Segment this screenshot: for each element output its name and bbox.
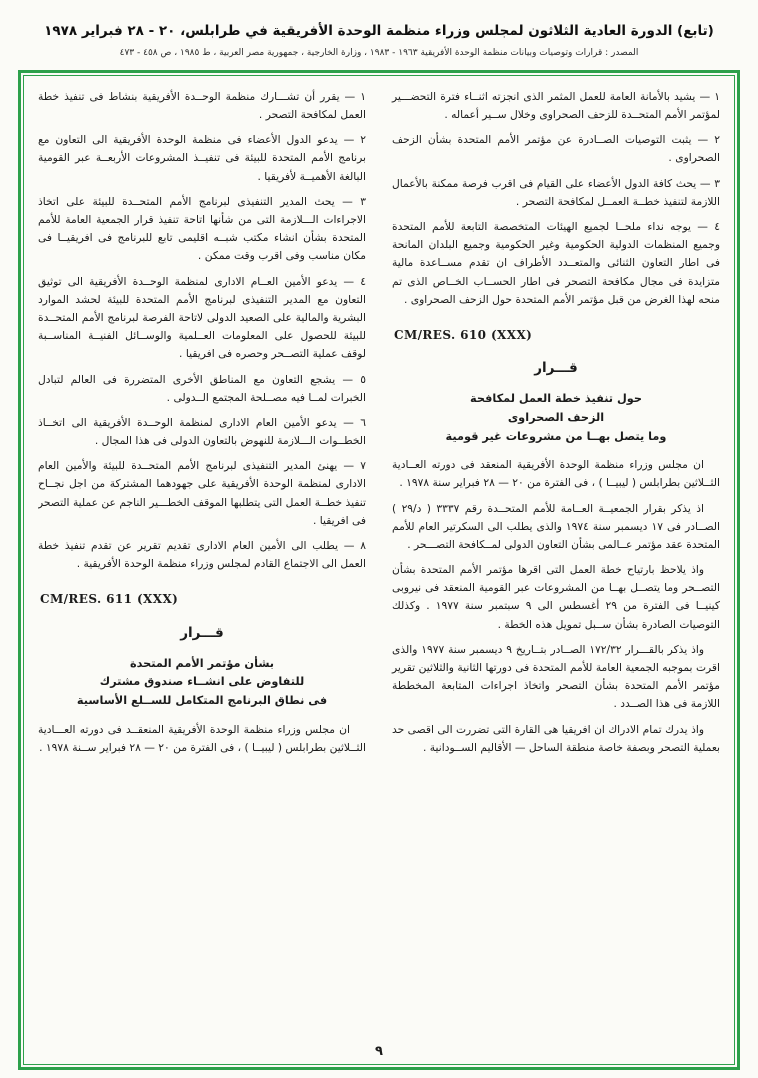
numbered-item: ٢ — يدعو الدول الأعضاء فى منظمة الوحدة الأفريقية الى التعاون مع برنامج الأمم المتحدة للبيئة فى تنفيــذ المشروعات الأربعــة عبر القومية البالغة الأهميــة لأفريقيا . (38, 133, 366, 183)
document-title: (تابع) الدورة العادية الثلاثون لمجلس وزراء منظمة الوحدة الأفريقية في طرابلس، ٢٠ - ٢٨ فبراير ١٩٧٨ (44, 23, 714, 39)
numbered-item: ٣ — يحث المدير التنفيذى لبرنامج الأمم المتحــدة للبيئة على اتخاذ الاجراءات الـــلازمة التى من شأنها اتاحة تنفيذ قرار الجمعية العامة للأمم المتحدة بشأن انشاء مكتب شبــه اقليمى تابع للبرنامج فى افريقيــا فى مكان مناسب وفى اقرب وقت ممكن . (38, 194, 366, 263)
subtitle-line: بشأن مؤتمر الأمم المتحدة (129, 656, 275, 670)
numbered-item: ٤ — يوجه نداء ملحــا لجميع الهيئات المتخصصة التابعة للأمم المتحدة وجميع المنظمات الدولية الحكومية وغير الحكومية وجميع البلدان المانحة فى اطار التعاون الثنائى والمتعــدد الأطراف ان تقدم مســاعدة مالية متزايدة فى مجال مكافحة التصحر فى اطار الحســاب الخــاص الذى تم منحه لهذا الغرض من قبل مؤتمر الأمم المتحدة حول الزحف الصحراوى . (392, 220, 720, 306)
resolution-heading: قـــرار (180, 624, 224, 641)
numbered-item: ٤ — يدعو الأمين العــام الادارى لمنظمة الوحــدة الأفريقية الى توثيق التعاون مع المدير التنفيذى لبرنامج الأمم المتحدة للبيئة لحشد الموارد البشرية والمالية على الصعيد الدولى لاتاحة الفرصة لبرنامج الأمم المتحــدة للبيئة للحصول على المعلومات العــلمية والوســائل الفنيــة المناســبة لوقف عملية التصــحر وحصره فى افريقيا . (38, 274, 366, 361)
subtitle-line: فى نطاق البرنامج المتكامل للســلع الأساسية (76, 693, 328, 707)
numbered-item: ١ — يشيد بالأمانة العامة للعمل المثمر الذى انجزته اثنــاء فترة التحضـــير لمؤتمر الأمم المتحــدة للزحف الصحراوى وخلال ســير أعماله . (392, 89, 720, 122)
resolution-subtitle (38, 655, 366, 711)
numbered-item: ٦ — يدعو الأمين العام الادارى لمنظمة الوحــدة الأفريقية الى اتخــاذ الخطــوات الـــلازمة للنهوض بالتعاون الدولى فى هذا المجال . (38, 415, 366, 448)
green-frame-inner (23, 75, 735, 1065)
source-line: المصدر : قرارات وتوصيات وبيانات منظمة الوحدة الأفريقية ١٩٦٣ - ١٩٨٣ ، وزارة الخارجية ، جمهورية مصر العربية ، ط ١٩٨٥ ، ص ٤٥٨ - ٤٧٣ (119, 47, 639, 58)
page-header (18, 12, 740, 58)
column-right (392, 88, 720, 1042)
numbered-item: ٨ — يطلب الى الأمين العام الادارى تقديم تقرير عن تقدم تنفيذ خطة العمل الى الاجتماع القادم لمجلس وزراء منظمة الوحدة الأفريقية . (38, 539, 366, 571)
subtitle-line: للتفاوض على انشــاء صندوق مشترك (99, 675, 305, 689)
numbered-item: ٣ — يحث كافة الدول الأعضاء على القيام فى اقرب فرصة ممكنة بالأعمال اللازمة لتنفيذ خطــة العمــل لمكافحة التصحر . (392, 176, 720, 208)
resolution-subtitle (392, 390, 720, 446)
numbered-item: ٢ — يثبت التوصيات الصــادرة عن مؤتمر الأمم المتحدة بشأن الزحف الصحراوى . (392, 133, 720, 165)
numbered-item: ٧ — يهنئ المدير التنفيذى لبرنامج الأمم المتحــدة للبيئة والأمين العام الادارى لمنظمة الوحدة الأفريقية على جهودهما المشتركة من اجل نجــاح تنفيذ خطــة العمل التى يتطلبها الموقف الخطـــير الناجم عن عملية التصحر فى افريقيا . (38, 459, 366, 527)
paragraph: اذ يذكر بقرار الجمعيــة العــامة للأمم المتحــدة رقم ٣٣٣٧ ( د/٢٩ ) الصــادر فى ١٧ ديسمبر سنة ١٩٧٤ والذى يطلب الى السكرتير العام للأمم المتحدة عقد مؤتمر عــالمى بشأن التعاون الدولى لمــكافحة التصـــحر . (392, 501, 720, 551)
subtitle-line: حول تنفيذ خطة العمل لمكافحة (469, 392, 643, 406)
subtitle-line: الزحف الصحراوى (507, 410, 605, 424)
paragraph: واذ يدرك تمام الادراك ان افريقيا هى القارة التى تضررت الى اقصى حد بعملية التصحر وبصفة خاصة منطقة الساحل — الأقاليم الســودانية . (392, 722, 720, 754)
numbered-item: ٥ — يشجع التعاون مع المناطق الأخرى المتضررة فى العالم لتبادل الخبرات لمــا فيه مصــلحة المجتمع الــدولى . (38, 372, 366, 404)
page-number: ٩ (375, 1044, 383, 1059)
green-frame (18, 70, 740, 1070)
column-left (38, 88, 366, 1042)
paragraph: واذ يلاحظ بارتياح خطة العمل التى اقرها مؤتمر الأمم المتحدة بشأن التصــحر وما يتصــل بهــا من المشروعات عبر القومية المنعقد فى نيروبى كينيــا فى الفترة من ٢٩ أغسطس الى ٩ سبتمبر سنة ١٩٧٧ . وكذلك التوصيات الصادرة بشأن ســبل تمويل هذه الخطة . (392, 563, 720, 631)
paragraph: ان مجلس وزراء منظمة الوحدة الأفريقية المنعقد فى دورته العــادية الثــلاثين بطرابلس ( ليبيــا ) ، فى الفترة من ٢٠ — ٢٨ فبراير سنة ١٩٧٨ . (392, 458, 720, 490)
text-columns (38, 88, 720, 1042)
paragraph: واذ يذكر بالقـــرار ١٧٢/٣٢ الصــادر بتــاريخ ٩ ديسمبر سنة ١٩٧٧ والذى اقرت بموجبه الجمعية العامة للأمم المتحدة فى دورتها الثانية والثلاثين تقرير مؤتمر الأمم المتحدة بشأن التصحر واتخاذ اجراءات المتابعة المخططة اللازمة فى هذا الصــدد . (392, 642, 720, 711)
resolution-heading: قـــرار (534, 360, 578, 377)
paragraph: ان مجلس وزراء منظمة الوحدة الأفريقية المنعقــد فى دورته العـــادية الثــلاثين بطرابلس ( ليبيــا ) ، فى الفترة من ٢٠ — ٢٨ فبراير ســنة ١٩٧٨ . (38, 722, 366, 754)
numbered-item: ١ — يقرر أن تشـــارك منظمة الوحــدة الأفريقية بنشاط فى تنفيذ خطة العمل لمكافحة التصحر . (38, 89, 366, 122)
resolution-ref-610: CM/RES. 610 (XXX) (394, 327, 533, 342)
resolution-ref-611: CM/RES. 611 (XXX) (40, 592, 179, 607)
subtitle-line: وما يتصل بهــا من مشروعات غير قومية (445, 429, 667, 443)
